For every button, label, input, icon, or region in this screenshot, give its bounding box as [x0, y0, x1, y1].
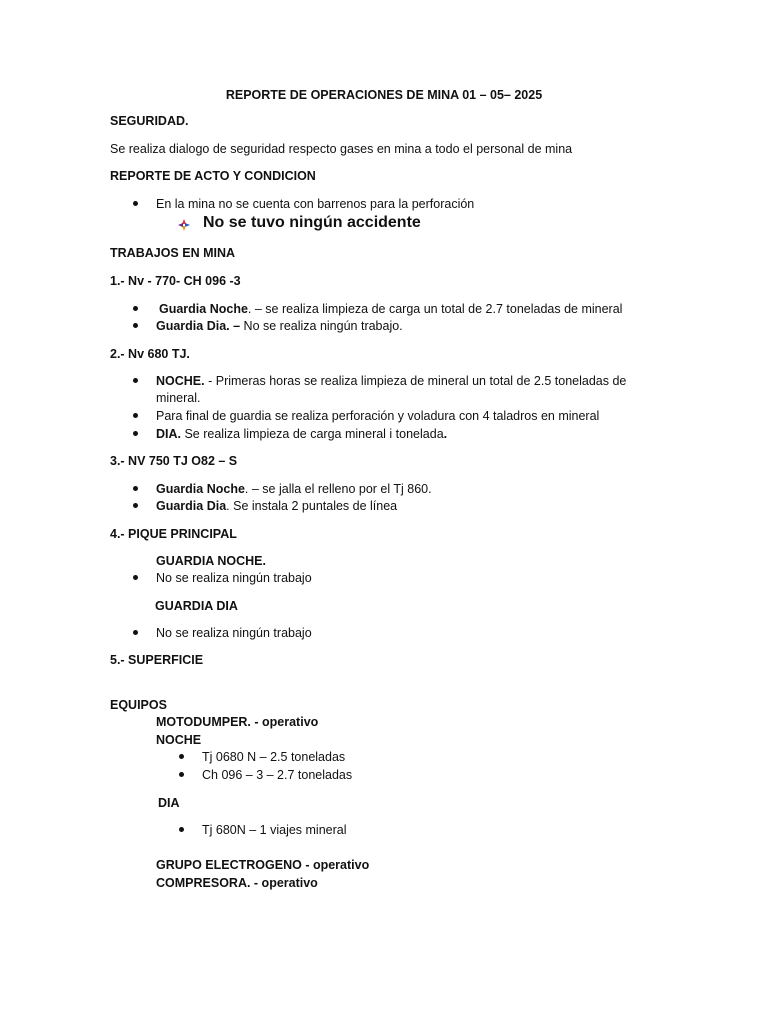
bullet — [133, 378, 138, 383]
reporte-acto-heading: REPORTE DE ACTO Y CONDICION — [110, 169, 316, 183]
guardia-noche-item: No se realiza ningún trabajo — [156, 571, 312, 585]
bullet — [133, 413, 138, 418]
section-2-item-3: DIA. Se realiza limpieza de carga mineral i tonelada. — [156, 427, 448, 441]
bullet — [179, 754, 184, 759]
bullet — [179, 827, 184, 832]
section-3-heading: 3.- NV 750 TJ O82 – S — [110, 454, 238, 468]
grupo-electrogeno-status: GRUPO ELECTROGENO - operativo — [156, 858, 370, 872]
motodumper-status: MOTODUMPER. - operativo — [156, 715, 319, 729]
section-2-item-2: Para final de guardia se realiza perforación y voladura con 4 taladros en mineral — [156, 409, 600, 423]
bullet — [133, 503, 138, 508]
section-3-item-1: Guardia Noche. – se jalla el relleno por el Tj 860. — [156, 482, 432, 496]
bullet — [133, 306, 138, 311]
arrow-bullet-icon — [178, 219, 190, 231]
section-5-heading: 5.- SUPERFICIE — [110, 653, 204, 667]
guardia-dia-heading: GUARDIA DIA — [155, 599, 238, 613]
equipos-noche-item-1: Tj 0680 N – 2.5 toneladas — [202, 750, 346, 764]
section-3-item-2: Guardia Dia. Se instala 2 puntales de línea — [156, 499, 398, 513]
guardia-noche-heading: GUARDIA NOCHE. — [156, 554, 266, 568]
section-2-item-1: NOCHE. - Primeras horas se realiza limpieza de mineral un total de 2.5 toneladas de — [156, 374, 627, 388]
bullet — [179, 772, 184, 777]
section-4-heading: 4.- PIQUE PRINCIPAL — [110, 527, 237, 541]
equipos-noche-item-2: Ch 096 – 3 – 2.7 toneladas — [202, 768, 353, 782]
reporte-acto-item-1: En la mina no se cuenta con barrenos para la perforación — [156, 197, 475, 211]
section-1-item-2: Guardia Dia. – No se realiza ningún trabajo. — [156, 319, 403, 333]
section-1-item-1: Guardia Noche. – se realiza limpieza de carga un total de 2.7 toneladas de mineral — [159, 302, 623, 316]
reporte-acto-item-2: No se tuvo ningún accidente — [203, 214, 421, 231]
bullet — [133, 486, 138, 491]
compresora-status: COMPRESORA. - operativo — [156, 876, 318, 890]
equipos-noche-heading: NOCHE — [156, 733, 202, 747]
equipos-heading: EQUIPOS — [110, 698, 167, 712]
bullet — [133, 201, 138, 206]
bullet — [133, 630, 138, 635]
report-title: REPORTE DE OPERACIONES DE MINA 01 – 05– 2025 — [225, 88, 543, 102]
bullet — [133, 323, 138, 328]
section-1-heading: 1.- Nv - 770- CH 096 -3 — [110, 274, 241, 288]
trabajos-heading: TRABAJOS EN MINA — [110, 246, 236, 260]
seguridad-heading: SEGURIDAD. — [110, 114, 189, 128]
seguridad-text: Se realiza dialogo de seguridad respecto gases en mina a todo el personal de mina — [110, 142, 573, 156]
equipos-dia-item-1: Tj 680N – 1 viajes mineral — [202, 823, 347, 837]
bullet — [133, 431, 138, 436]
guardia-dia-item: No se realiza ningún trabajo — [156, 626, 312, 640]
section-2-heading: 2.- Nv 680 TJ. — [110, 347, 190, 361]
section-2-item-1-cont: mineral. — [156, 391, 201, 405]
bullet — [133, 575, 138, 580]
equipos-dia-heading: DIA — [158, 796, 180, 810]
